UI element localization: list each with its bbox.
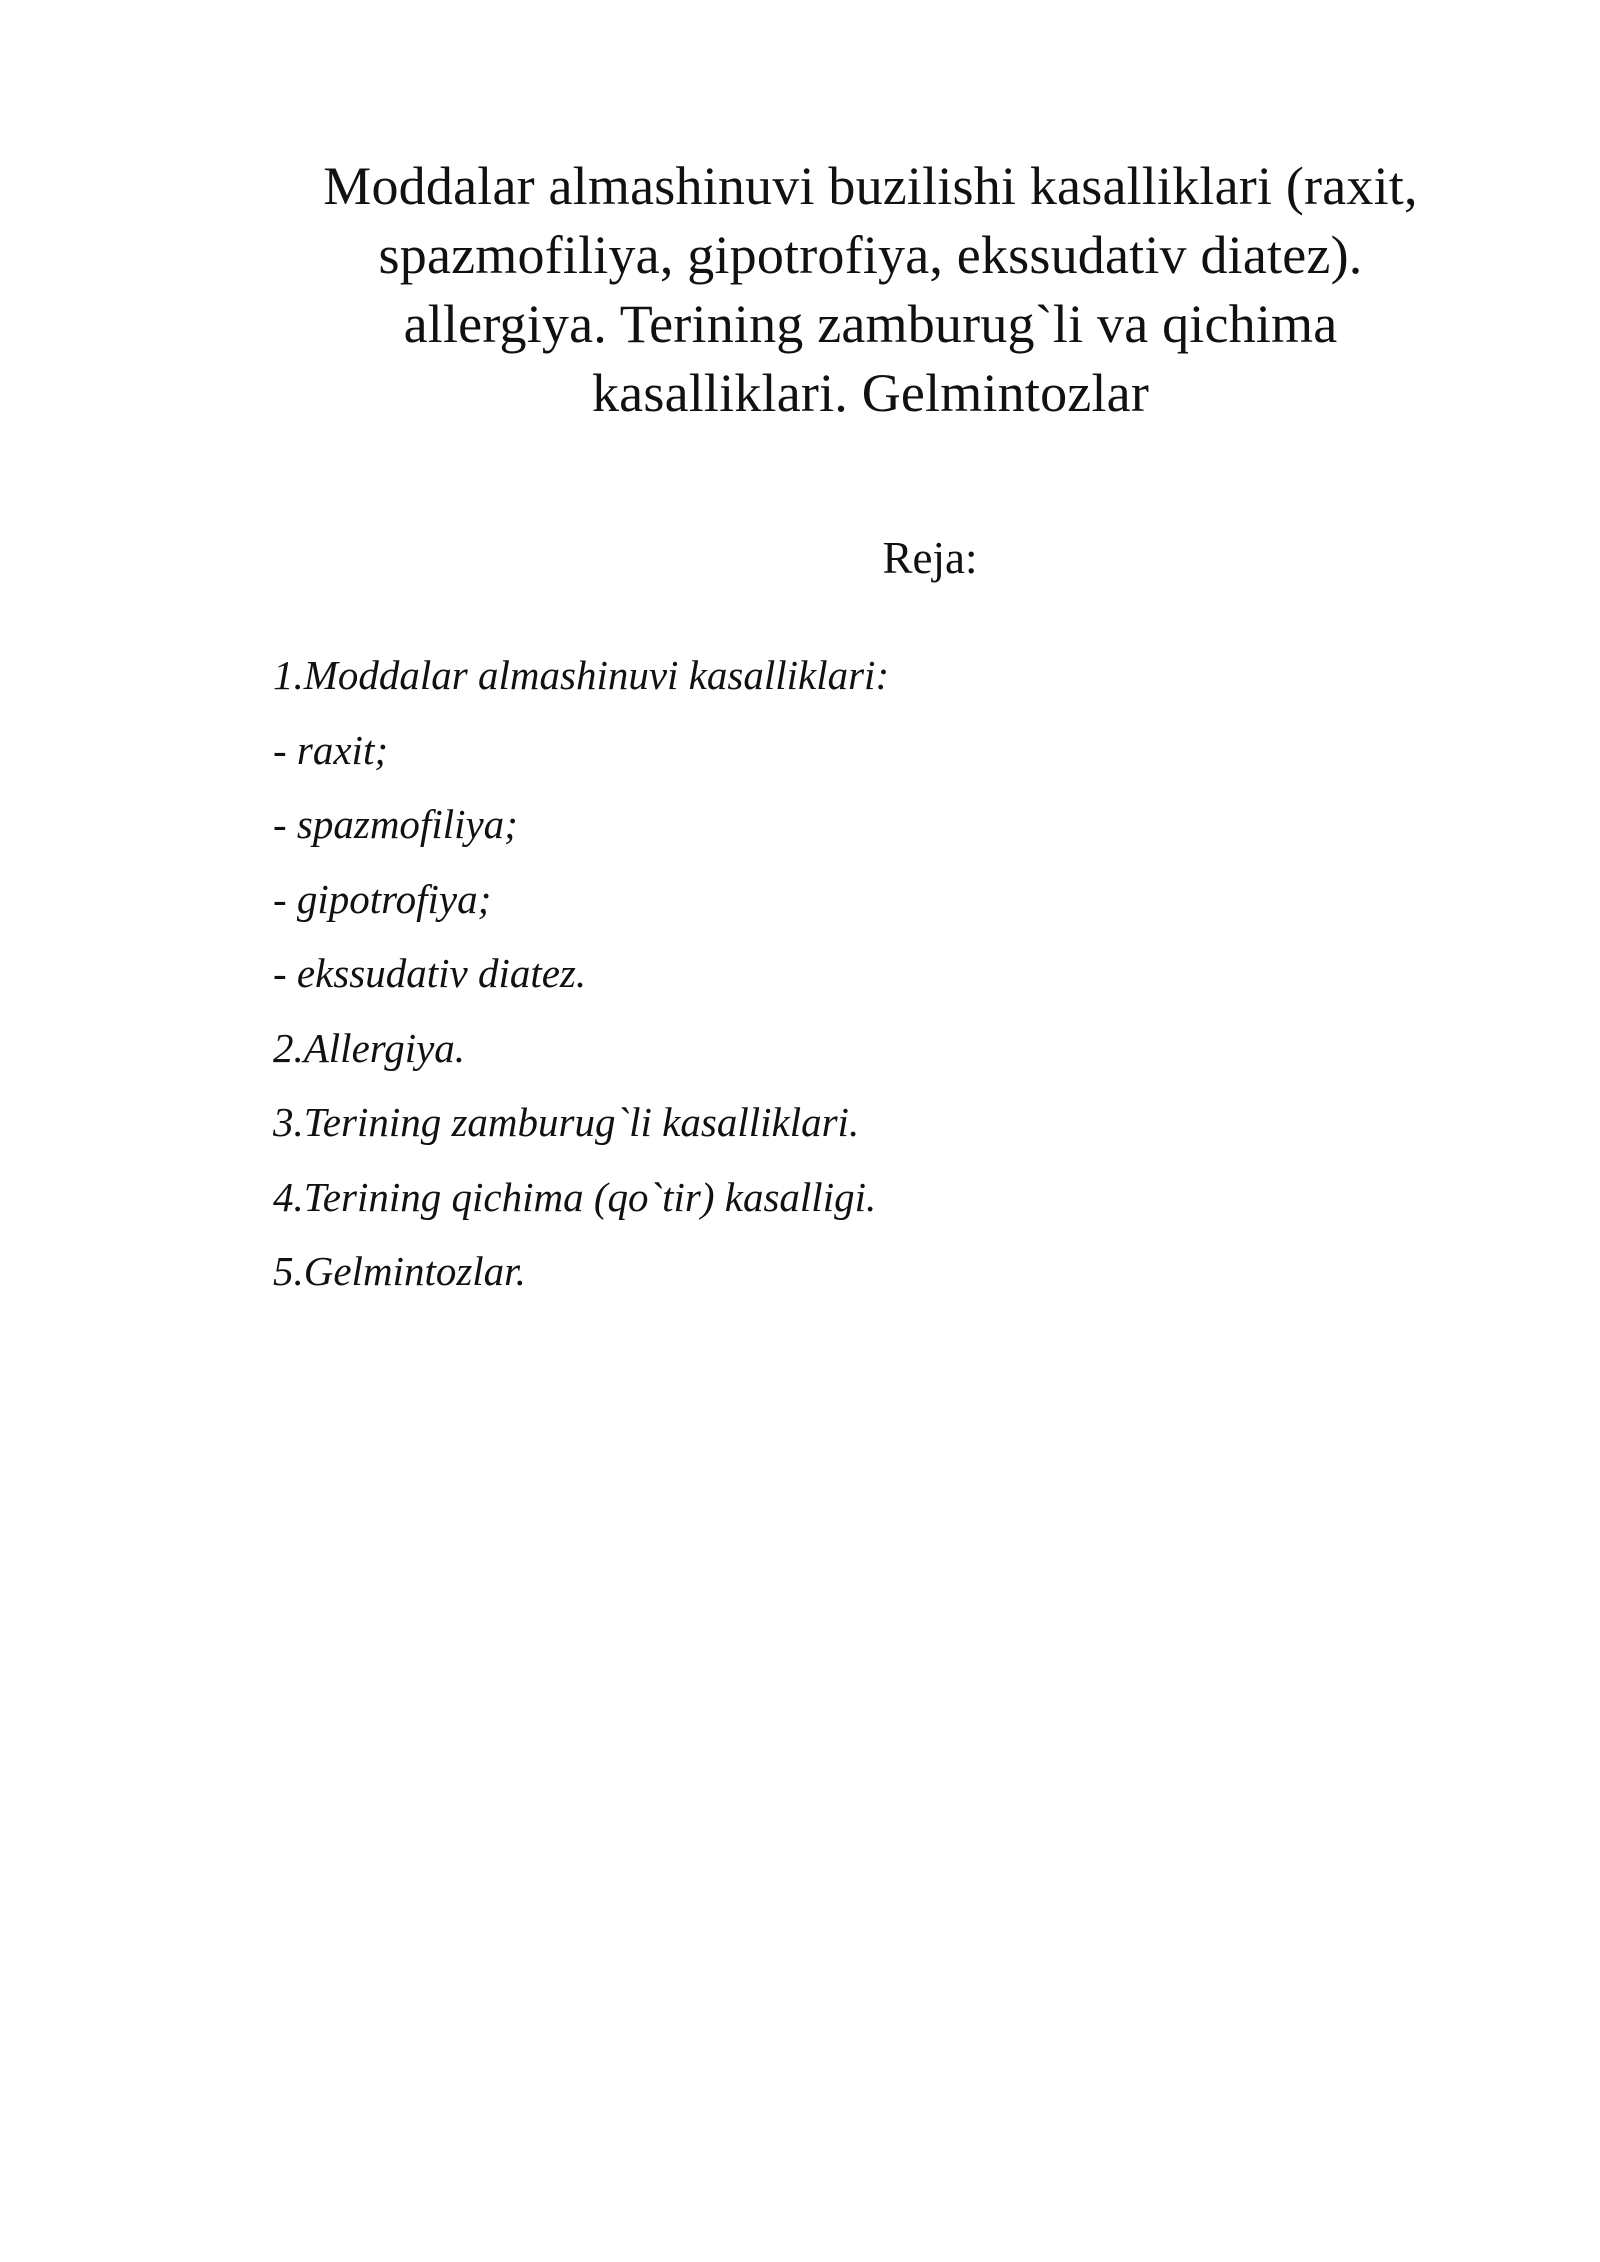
title-line: spazmofiliya, gipotrofiya, ekssudativ diatez). <box>378 225 1363 285</box>
title-line: kasalliklari. Gelmintozlar <box>591 363 1149 423</box>
title-line: Moddalar almashinuvi buzilishi kasalliklari (raxit, <box>323 156 1418 216</box>
title-line: allergiya. Terining zamburug`li va qichima <box>403 294 1338 354</box>
plan-item: 5.Gelmintozlar. <box>273 1248 526 1294</box>
plan-item: 1.Moddalar almashinuvi kasalliklari: <box>273 652 890 698</box>
plan-item: - raxit; <box>273 726 388 773</box>
plan-item: 3.Terining zamburug`li kasalliklari. <box>273 1099 860 1145</box>
document-title <box>258 152 1483 428</box>
plan-item: - spazmofiliya; <box>273 801 518 847</box>
plan-item: 2.Allergiya. <box>273 1024 466 1071</box>
plan-item: - ekssudativ diatez. <box>273 950 587 996</box>
plan-item: - gipotrofiya; <box>273 875 492 922</box>
plan-heading: Reja: <box>882 533 978 583</box>
plan-item: 4.Terining qichima (qo`tir) kasalligi. <box>273 1173 877 1220</box>
plan-list <box>273 638 889 1309</box>
